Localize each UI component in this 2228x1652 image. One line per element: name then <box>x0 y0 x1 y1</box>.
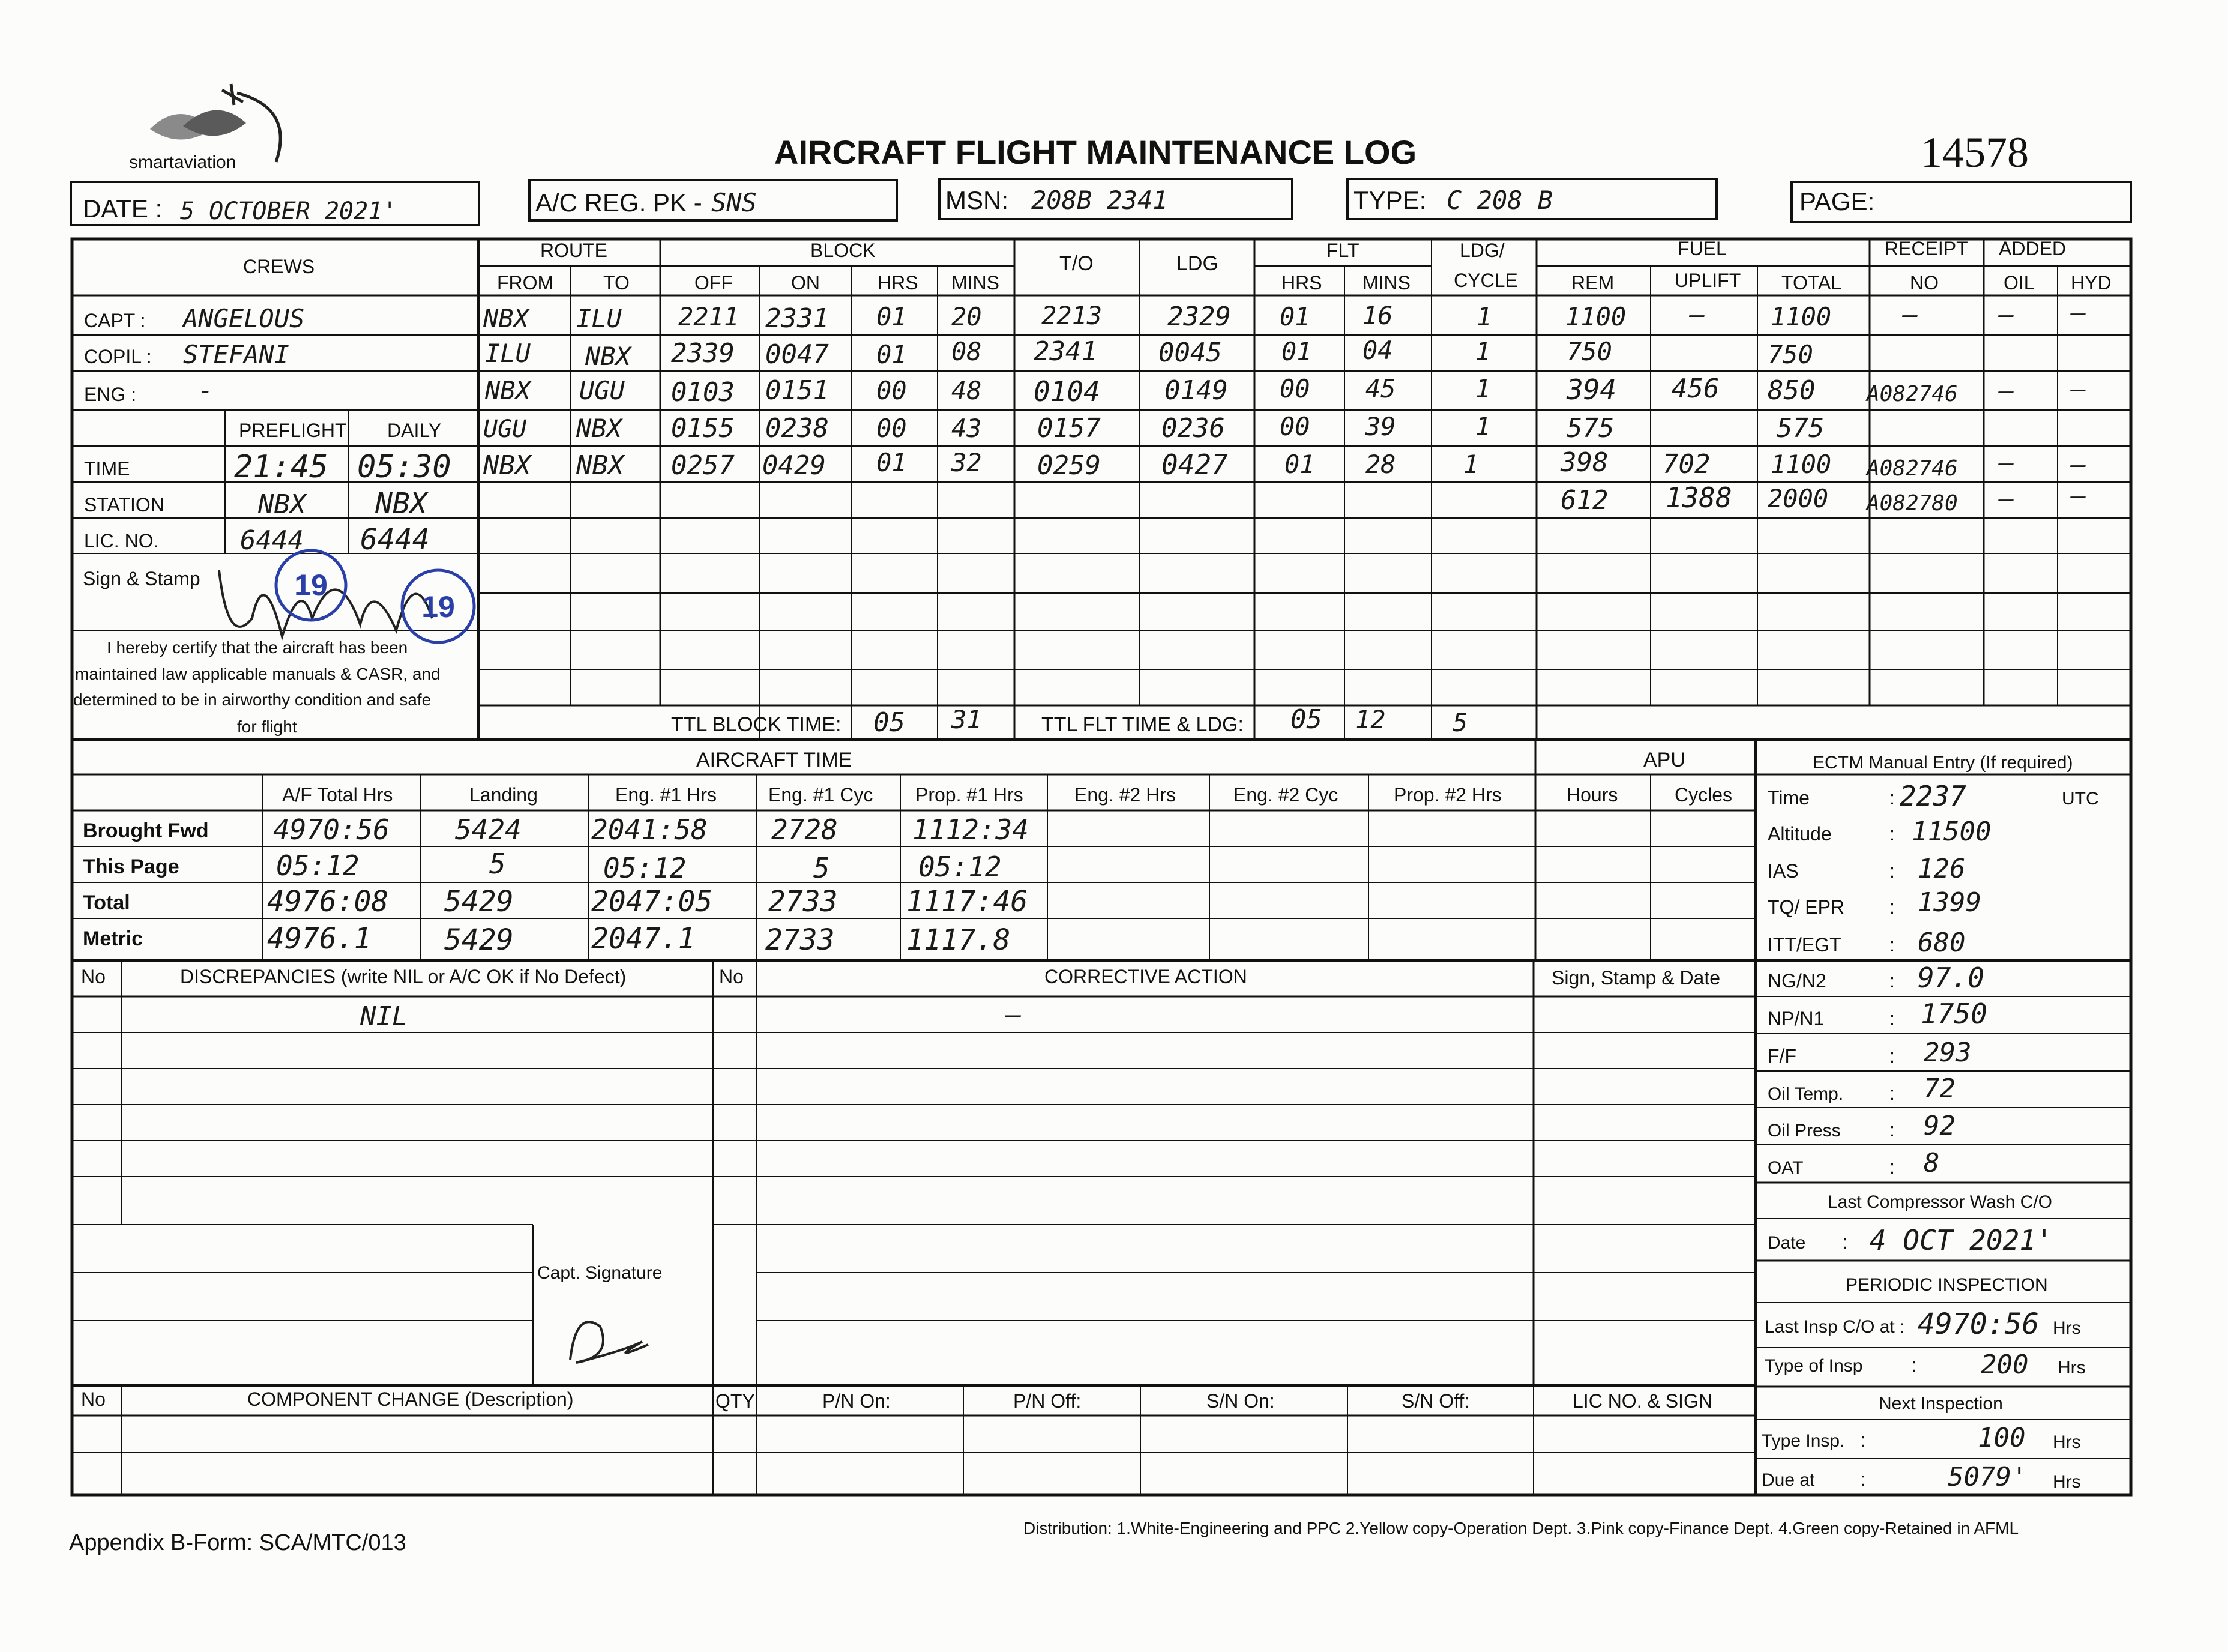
capt-name: ANGELOUS <box>183 304 305 333</box>
fuel-header: FUEL <box>1678 238 1727 259</box>
row-5-hyd: — <box>2071 450 2086 479</box>
row-1-hyd: — <box>2071 298 2086 327</box>
prop2-hrs-header: Prop. #2 Hrs <box>1394 784 1502 806</box>
row-4-flt-hrs: 00 <box>1280 412 1310 441</box>
row-3-hyd: — <box>2071 374 2086 403</box>
ectm-tq-label: TQ/ EPR <box>1768 896 1845 918</box>
last-insp-value: 4970:56 <box>1918 1307 2040 1341</box>
metric-af: 4976.1 <box>267 922 372 956</box>
row-6-total: 2000 <box>1768 484 1829 513</box>
ectm-oat-value: 8 <box>1924 1148 1940 1178</box>
af-total-header: A/F Total Hrs <box>282 784 393 806</box>
next-type-insp-value: 100 <box>1978 1423 2026 1453</box>
row-3-to-time: 0104 <box>1034 375 1100 408</box>
uplift-header: UPLIFT <box>1675 270 1741 291</box>
row-5-ldg: 0427 <box>1161 448 1228 481</box>
comp-no-header: No <box>81 1388 106 1410</box>
distribution-note: Distribution: 1.White-Engineering and PPC 2.Yellow copy-Operation Dept. 3.Pink copy-Finance Dept. 4.Green copy-Retained in AFML <box>1023 1519 2019 1537</box>
crews-header: CREWS <box>243 256 315 277</box>
row-2-off: 2339 <box>671 338 735 369</box>
lic-no-label: LIC. NO. <box>84 530 159 552</box>
row-1-uplift: — <box>1690 300 1705 329</box>
date-value: 5 OCTOBER 2021' <box>180 197 397 225</box>
brought-fwd-prop1: 1112:34 <box>912 813 1029 846</box>
row-4-total: 575 <box>1777 413 1825 444</box>
row-3-total: 850 <box>1768 375 1816 406</box>
compressor-wash-date: 4 OCT 2021' <box>1870 1224 2053 1256</box>
row-4-rem: 575 <box>1567 413 1615 444</box>
ttl-block-time-label: TTL BLOCK TIME: <box>671 713 842 736</box>
ectm-header: ECTM Manual Entry (If required) <box>1813 753 2073 773</box>
from-header: FROM <box>497 272 554 294</box>
ectm-np-value: 1750 <box>1921 998 1987 1030</box>
compressor-wash-colon: : <box>1843 1231 1848 1253</box>
sign-stamp-label: Sign & Stamp <box>83 568 200 589</box>
row-6-rem: 612 <box>1561 485 1609 516</box>
sn-on-header: S/N On: <box>1206 1390 1275 1412</box>
total-header: TOTAL <box>1781 272 1842 294</box>
flight-row-5 <box>483 447 2086 481</box>
row-5-receipt: A082746 <box>1867 456 1958 481</box>
captain-signature <box>570 1322 648 1363</box>
row-3-off: 0103 <box>671 377 735 408</box>
ttl-ldg: 5 <box>1453 708 1468 737</box>
last-insp-unit: Hrs <box>2053 1318 2081 1338</box>
total-landing: 5429 <box>444 885 514 918</box>
flight-row-1 <box>483 298 2086 334</box>
row-3-from: NBX <box>485 376 531 405</box>
row-5-flt-hrs: 01 <box>1284 450 1315 479</box>
flight-row-6 <box>1561 481 2086 516</box>
rem-header: REM <box>1571 272 1615 294</box>
type-of-insp-colon: : <box>1912 1354 1917 1376</box>
added-header: ADDED <box>1999 238 2067 259</box>
on-header: ON <box>791 272 820 294</box>
row-1-ldg: 2329 <box>1167 301 1231 332</box>
row-6-oil: — <box>1999 484 2014 513</box>
row-6-receipt: A082780 <box>1867 491 1958 516</box>
copil-name: STEFANI <box>183 340 290 369</box>
aircraft-time-header: AIRCRAFT TIME <box>696 749 852 771</box>
this-page-label: This Page <box>83 855 179 878</box>
brought-fwd-eng1-cyc: 2728 <box>771 813 838 846</box>
to-header: TO <box>603 272 630 294</box>
row-1-block-hrs: 01 <box>876 302 907 331</box>
row-4-from: UGU <box>483 415 527 443</box>
certify-line-3: determined to be in airworthy condition and safe <box>73 690 432 709</box>
daily-station: NBX <box>375 487 427 520</box>
row-3-block-mins: 48 <box>951 376 982 405</box>
metric-eng1-cyc: 2733 <box>765 923 835 957</box>
certify-line-4: for flight <box>237 717 297 736</box>
ectm-ias-colon: : <box>1889 860 1895 882</box>
pn-off-header: P/N Off: <box>1013 1390 1082 1412</box>
capt-label: CAPT : <box>84 310 146 331</box>
ectm-oil-temp-label: Oil Temp. <box>1768 1084 1844 1104</box>
time-label: TIME <box>84 458 130 480</box>
ectm-altitude-label: Altitude <box>1768 823 1832 845</box>
landing-header: Landing <box>469 784 538 806</box>
ldg-cycle-header-2: CYCLE <box>1454 270 1518 291</box>
ectm-fields <box>1768 780 2099 1178</box>
row-5-ldg-cycle: 1 <box>1463 450 1479 479</box>
next-type-insp-unit: Hrs <box>2053 1432 2081 1452</box>
ectm-oil-press-colon: : <box>1889 1119 1895 1141</box>
row-3-oil: — <box>1999 376 2014 405</box>
type-value: C 208 B <box>1447 185 1553 215</box>
eng-label: ENG : <box>84 384 137 405</box>
metric-eng1-hrs: 2047.1 <box>591 922 696 956</box>
ectm-time-label: Time <box>1768 787 1810 809</box>
msn-value: 208B 2341 <box>1031 185 1168 215</box>
ectm-oil-temp-colon: : <box>1889 1082 1895 1104</box>
row-2-rem: 750 <box>1567 337 1612 366</box>
daily-header: DAILY <box>387 420 442 441</box>
this-page-eng1-cyc: 5 <box>813 852 830 884</box>
this-page-af: 05:12 <box>276 849 360 882</box>
row-2-flt-mins: 04 <box>1362 336 1393 365</box>
row-5-rem: 398 <box>1561 447 1609 478</box>
due-at-colon: : <box>1861 1468 1866 1490</box>
row-5-flt-mins: 28 <box>1365 450 1396 479</box>
block-mins-header: MINS <box>951 272 999 294</box>
due-at-unit: Hrs <box>2053 1472 2081 1492</box>
row-3-on: 0151 <box>765 375 829 406</box>
total-eng1-cyc: 2733 <box>768 885 838 918</box>
preflight-time: 21:45 <box>234 449 328 485</box>
row-4-block-mins: 43 <box>951 414 982 443</box>
ttl-flt-time-label: TTL FLT TIME & LDG: <box>1041 713 1244 736</box>
row-4-block-hrs: 00 <box>876 414 907 443</box>
hyd-header: HYD <box>2071 272 2112 294</box>
ectm-time-value: 2237 <box>1900 780 1966 812</box>
row-2-to: NBX <box>585 342 631 371</box>
msn-label: MSN: <box>945 186 1008 214</box>
brought-fwd-landing: 5424 <box>455 813 522 846</box>
row-1-block-mins: 20 <box>951 302 982 331</box>
periodic-inspection-header: PERIODIC INSPECTION <box>1846 1275 2048 1295</box>
ectm-oil-press-label: Oil Press <box>1768 1121 1841 1141</box>
ectm-ng-value: 97.0 <box>1918 962 1984 994</box>
ttl-flt-mins: 12 <box>1355 705 1386 734</box>
receipt-no-header: NO <box>1910 272 1939 294</box>
date-label: DATE : <box>83 194 163 223</box>
eng1-hrs-header: Eng. #1 Hrs <box>615 784 717 806</box>
ectm-oil-press-value: 92 <box>1924 1111 1956 1141</box>
row-2-block-mins: 08 <box>951 337 982 366</box>
row-2-flt-hrs: 01 <box>1281 337 1312 366</box>
row-1-to: ILU <box>576 304 622 333</box>
this-page-prop1: 05:12 <box>918 851 1002 883</box>
row-1-to-time: 2213 <box>1041 301 1103 330</box>
row-5-uplift: 702 <box>1663 449 1711 480</box>
row-6-hyd: — <box>2071 481 2086 510</box>
type-of-insp-unit: Hrs <box>2058 1358 2086 1378</box>
apu-header: APU <box>1643 749 1685 771</box>
flight-row-3 <box>484 373 2086 408</box>
daily-lic: 6444 <box>360 523 430 556</box>
row-2-ldg-cycle: 1 <box>1475 337 1491 366</box>
compressor-wash-date-label: Date <box>1768 1233 1806 1253</box>
row-1-off: 2211 <box>678 302 739 331</box>
ectm-oat-colon: : <box>1889 1156 1895 1178</box>
row-1-rem: 1100 <box>1565 302 1627 331</box>
this-page-eng1-hrs: 05:12 <box>603 852 687 884</box>
ectm-oat-label: OAT <box>1768 1158 1804 1178</box>
row-4-off: 0155 <box>671 413 735 444</box>
type-of-insp-label: Type of Insp <box>1765 1356 1863 1376</box>
eng2-cyc-header: Eng. #2 Cyc <box>1233 784 1338 806</box>
preflight-lic: 6444 <box>240 525 304 556</box>
row-2-block-hrs: 01 <box>876 340 907 369</box>
ectm-time-colon: : <box>1889 787 1895 809</box>
block-header: BLOCK <box>810 240 876 261</box>
row-6-uplift: 1388 <box>1666 481 1732 514</box>
row-4-ldg: 0236 <box>1161 413 1225 444</box>
eng2-hrs-header: Eng. #2 Hrs <box>1074 784 1176 806</box>
row-4-ldg-cycle: 1 <box>1475 412 1491 441</box>
crew-stamp-2 <box>402 570 474 642</box>
ectm-tq-value: 1399 <box>1918 887 1981 918</box>
page-label: PAGE: <box>1799 187 1875 216</box>
ac-reg-value: SNS <box>711 188 757 217</box>
appendix-form-code: Appendix B-Form: SCA/MTC/013 <box>69 1530 406 1555</box>
row-4-to: NBX <box>576 414 622 443</box>
total-af: 4976:08 <box>267 885 389 918</box>
oil-header: OIL <box>2004 272 2035 294</box>
copil-label: COPIL : <box>84 346 152 367</box>
row-1-total: 1100 <box>1771 302 1832 331</box>
total-label: Total <box>83 891 130 914</box>
ectm-ng-label: NG/N2 <box>1768 970 1826 992</box>
off-header: OFF <box>694 272 733 294</box>
brought-fwd-eng1-hrs: 2041:58 <box>591 813 708 846</box>
total-prop1: 1117:46 <box>906 885 1028 918</box>
row-3-rem: 394 <box>1567 373 1617 406</box>
ectm-altitude-colon: : <box>1889 823 1895 845</box>
crew-stamp-1 <box>276 550 346 620</box>
row-5-to: NBX <box>576 450 624 481</box>
corrective-action-header: CORRECTIVE ACTION <box>1044 966 1247 987</box>
ectm-oil-temp-value: 72 <box>1924 1073 1956 1104</box>
prop1-hrs-header: Prop. #1 Hrs <box>915 784 1023 806</box>
row-5-oil: — <box>1999 448 2014 477</box>
pn-on-header: P/N On: <box>822 1390 891 1412</box>
corr-no-header: No <box>719 966 744 987</box>
row-5-off: 0257 <box>671 450 735 481</box>
row-3-uplift: 456 <box>1672 373 1720 404</box>
brought-fwd-af: 4970:56 <box>273 813 390 846</box>
ectm-ff-colon: : <box>1889 1045 1895 1067</box>
ectm-ff-label: F/F <box>1768 1045 1796 1067</box>
row-4-on: 0238 <box>765 413 829 444</box>
ectm-ias-value: 126 <box>1918 854 1966 884</box>
component-change-header: COMPONENT CHANGE (Description) <box>247 1388 574 1410</box>
corrective-action-1: — <box>1005 999 1022 1030</box>
row-3-flt-hrs: 00 <box>1280 374 1310 403</box>
flt-header: FLT <box>1326 240 1359 261</box>
next-type-insp-colon: : <box>1861 1429 1866 1451</box>
ectm-itt-label: ITT/EGT <box>1768 934 1841 956</box>
station-label: STATION <box>84 494 164 516</box>
metric-landing: 5429 <box>444 923 514 957</box>
row-2-total: 750 <box>1768 340 1813 369</box>
row-4-to-time: 0157 <box>1037 413 1101 444</box>
smartaviation-logo <box>129 84 280 172</box>
discrepancy-1: NIL <box>360 1001 408 1032</box>
row-5-on: 0429 <box>762 450 826 481</box>
due-at-value: 5079' <box>1948 1462 2028 1492</box>
form-title: AIRCRAFT FLIGHT MAINTENANCE LOG <box>774 133 1417 171</box>
discrepancies-header: DISCREPANCIES (write NIL or A/C OK if No Defect) <box>180 966 627 987</box>
metric-prop1: 1117.8 <box>906 923 1011 957</box>
capt-signature-label: Capt. Signature <box>537 1263 663 1283</box>
ectm-ias-label: IAS <box>1768 860 1799 882</box>
row-1-on: 2331 <box>765 303 829 334</box>
row-2-from: ILU <box>485 339 531 368</box>
ectm-ng-colon: : <box>1889 970 1895 992</box>
row-5-block-hrs: 01 <box>876 448 907 477</box>
block-hrs-header: HRS <box>878 272 918 294</box>
ectm-tq-colon: : <box>1889 896 1895 918</box>
row-4-flt-mins: 39 <box>1365 412 1396 441</box>
row-5-total: 1100 <box>1771 450 1832 479</box>
next-inspection-header: Next Inspection <box>1879 1394 2003 1414</box>
row-5-to-time: 0259 <box>1037 450 1101 481</box>
row-1-oil: — <box>1999 300 2014 329</box>
qty-header: QTY <box>715 1390 755 1412</box>
total-eng1-hrs: 2047:05 <box>591 885 713 918</box>
flight-row-4 <box>483 412 1824 444</box>
row-3-flt-mins: 45 <box>1365 374 1396 403</box>
ectm-time-unit: UTC <box>2062 789 2099 809</box>
next-type-insp-label: Type Insp. <box>1762 1431 1845 1451</box>
flight-row-2 <box>485 336 1813 371</box>
lic-no-sign-header: LIC NO. & SIGN <box>1573 1390 1712 1412</box>
row-2-on: 0047 <box>765 339 829 370</box>
row-5-from: NBX <box>483 450 531 481</box>
brought-fwd-label: Brought Fwd <box>83 819 209 842</box>
stamp-1-number: 19 <box>294 568 328 602</box>
eng1-cyc-header: Eng. #1 Cyc <box>768 784 873 806</box>
row-3-receipt: A082746 <box>1867 382 1958 406</box>
due-at-label: Due at <box>1762 1470 1815 1490</box>
certify-line-2: maintained law applicable manuals & CASR, and <box>75 665 441 683</box>
metric-label: Metric <box>83 927 143 950</box>
ectm-itt-value: 680 <box>1918 927 1966 958</box>
flt-hrs-header: HRS <box>1281 272 1322 294</box>
ectm-ff-value: 293 <box>1924 1037 1972 1068</box>
type-label: TYPE: <box>1353 186 1427 214</box>
row-3-ldg-cycle: 1 <box>1475 374 1491 403</box>
ectm-np-label: NP/N1 <box>1768 1008 1825 1029</box>
stamp-2-number: 19 <box>421 590 455 624</box>
ttl-block-hrs: 05 <box>873 707 905 738</box>
ldg-header: LDG <box>1176 252 1218 275</box>
last-insp-label: Last Insp C/O at : <box>1765 1317 1905 1337</box>
sn-off-header: S/N Off: <box>1402 1390 1470 1412</box>
route-header: ROUTE <box>540 240 607 261</box>
row-1-receipt: — <box>1903 300 1918 329</box>
row-1-flt-mins: 16 <box>1362 301 1393 330</box>
type-of-insp-value: 200 <box>1981 1349 2029 1380</box>
eng-name: - <box>198 376 214 405</box>
ectm-np-colon: : <box>1889 1008 1895 1029</box>
row-5-block-mins: 32 <box>951 448 982 477</box>
this-page-landing: 5 <box>489 848 506 880</box>
compressor-wash-header: Last Compressor Wash C/O <box>1828 1192 2052 1212</box>
logo-wordmark: smartaviation <box>129 152 236 172</box>
row-3-block-hrs: 00 <box>876 376 907 405</box>
to-time-header: T/O <box>1059 252 1094 275</box>
row-1-ldg-cycle: 1 <box>1477 302 1492 331</box>
row-3-to: UGU <box>579 376 625 405</box>
sign-stamp-date-header: Sign, Stamp & Date <box>1552 967 1721 989</box>
apu-hours-header: Hours <box>1567 784 1618 806</box>
ac-reg-label: A/C REG. PK - <box>535 188 702 217</box>
preflight-station: NBX <box>258 489 306 520</box>
certify-line-1: I hereby certify that the aircraft has been <box>107 638 408 657</box>
row-2-ldg: 0045 <box>1158 337 1222 368</box>
row-3-ldg: 0149 <box>1164 375 1228 406</box>
row-2-to-time: 2341 <box>1034 336 1097 367</box>
flt-mins-header: MINS <box>1362 272 1411 294</box>
preflight-header: PREFLIGHT <box>239 420 347 441</box>
serial-number: 14578 <box>1921 128 2029 176</box>
ldg-cycle-header-1: LDG/ <box>1460 240 1505 261</box>
ttl-block-mins: 31 <box>951 705 982 734</box>
receipt-header: RECEIPT <box>1885 238 1968 259</box>
ectm-itt-colon: : <box>1889 934 1895 956</box>
ectm-altitude-value: 11500 <box>1912 816 1992 847</box>
disc-no-header: No <box>81 966 106 987</box>
row-1-flt-hrs: 01 <box>1280 302 1310 331</box>
ttl-flt-hrs: 05 <box>1290 704 1322 735</box>
apu-cycles-header: Cycles <box>1675 784 1733 806</box>
row-1-from: NBX <box>483 304 529 333</box>
daily-time: 05:30 <box>357 449 451 485</box>
